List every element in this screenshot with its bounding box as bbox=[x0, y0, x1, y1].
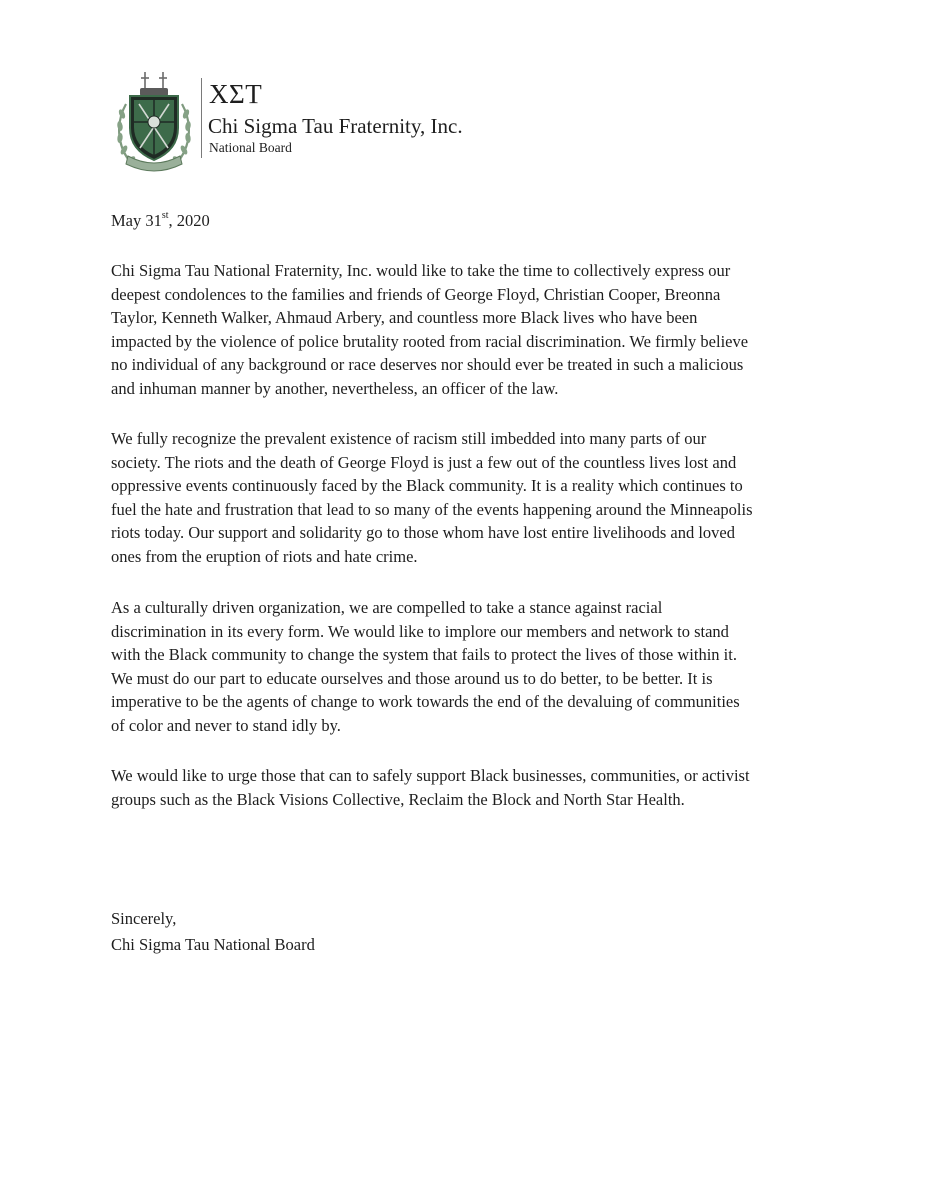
paragraph-line: fuel the hate and frustration that lead to so many of the events happening around the Minneapolis bbox=[111, 499, 753, 519]
letter-date bbox=[111, 211, 210, 231]
closing-salutation: Sincerely, bbox=[111, 909, 177, 928]
paragraph-line: impacted by the violence of police brutality rooted from racial discrimination. We firmly believe bbox=[111, 331, 749, 351]
organization-department: National Board bbox=[209, 140, 292, 155]
letterhead-divider bbox=[201, 78, 202, 158]
paragraph-line: imperative to be the agents of change to work towards the end of the devaluing of communities bbox=[111, 692, 740, 711]
fraternity-crest-icon bbox=[112, 70, 196, 180]
paragraph-line: Chi Sigma Tau National Fraternity, Inc. would like to take the time to collectively express our bbox=[111, 261, 731, 280]
paragraph-line: ones from the eruption of riots and hate crime. bbox=[111, 546, 418, 566]
date-ordinal: st bbox=[161, 209, 169, 221]
paragraph-support bbox=[111, 764, 750, 811]
paragraph-line: deepest condolences to the families and friends of George Floyd, Christian Cooper, Breonna bbox=[111, 284, 721, 304]
organization-name: Chi Sigma Tau Fraternity, Inc. bbox=[208, 114, 463, 138]
date-year: , 2020 bbox=[168, 211, 210, 230]
paragraph-line: riots today. Our support and solidarity go to those whom have lost entire livelihoods and loved bbox=[111, 523, 736, 542]
paragraph-line: no individual of any background or race deserves nor should ever be treated in such a malicious bbox=[111, 355, 744, 374]
paragraph-line: oppressive events continuously faced by the Black community. It is a reality which continues to bbox=[111, 476, 743, 495]
paragraph-racism bbox=[111, 427, 753, 568]
letter-closing bbox=[111, 906, 315, 958]
paragraph-stance bbox=[111, 596, 740, 737]
paragraph-line: Taylor, Kenneth Walker, Ahmaud Arbery, and countless more Black lives who have been bbox=[111, 308, 698, 327]
paragraph-line: with the Black community to change the system that fails to protect the lives of those within it. bbox=[111, 645, 737, 664]
date-month-day: May 31 bbox=[111, 211, 162, 230]
paragraph-line: and inhuman manner by another, nevertheless, an officer of the law. bbox=[111, 378, 559, 398]
paragraph-line: discrimination in its every form. We would like to implore our members and network to stand bbox=[111, 621, 729, 641]
paragraph-condolences bbox=[111, 259, 748, 400]
paragraph-line: groups such as the Black Visions Collective, Reclaim the Block and North Star Health. bbox=[111, 789, 685, 809]
paragraph-line: As a culturally driven organization, we are compelled to take a stance against racial bbox=[111, 598, 663, 617]
paragraph-line: We fully recognize the prevalent existence of racism still imbedded into many parts of our bbox=[111, 429, 707, 448]
paragraph-line: of color and never to stand idly by. bbox=[111, 715, 341, 735]
greek-letters: ΧΣΤ bbox=[209, 79, 263, 109]
paragraph-line: society. The riots and the death of George Floyd is just a few out of the countless lives lost and bbox=[111, 452, 737, 472]
paragraph-line: We must do our part to educate ourselves and those around us to do better, to be better. It is bbox=[111, 668, 713, 688]
paragraph-line: We would like to urge those that can to safely support Black businesses, communities, or activist bbox=[111, 766, 750, 785]
signature-name: Chi Sigma Tau National Board bbox=[111, 935, 315, 954]
